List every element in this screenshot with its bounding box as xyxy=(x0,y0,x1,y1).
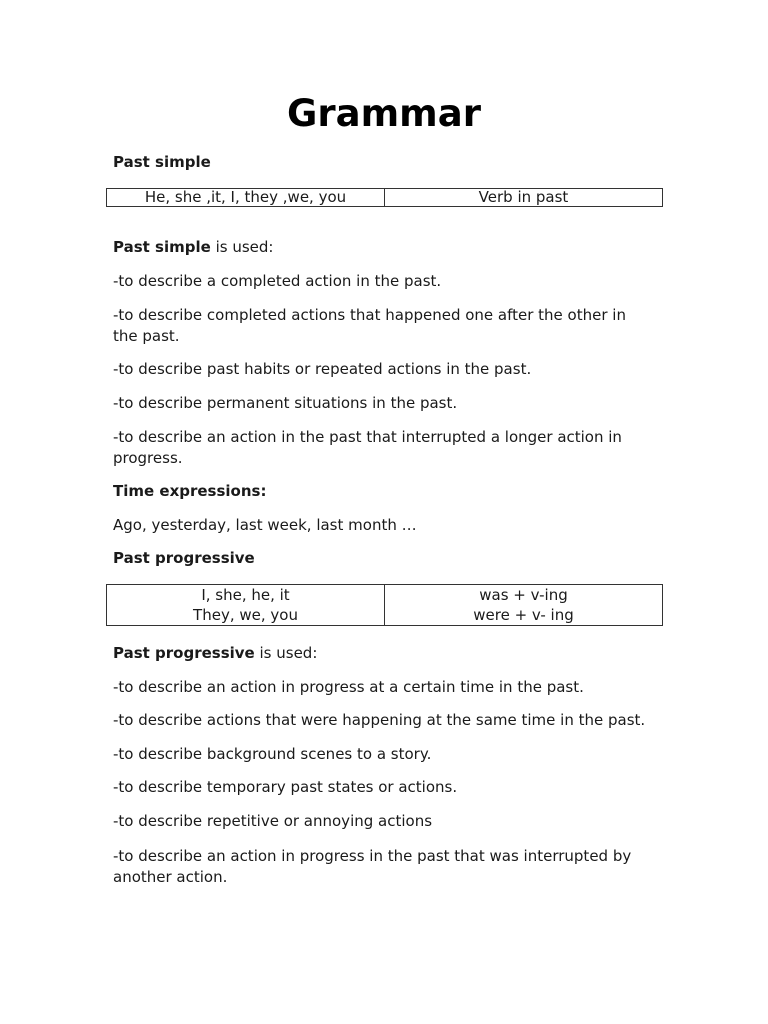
list-item: -to describe temporary past states or actions. xyxy=(113,778,458,796)
table-cell-subjects: He, she ,it, I, they ,we, you xyxy=(107,189,385,207)
past-progressive-table xyxy=(106,584,663,626)
usage-rest: is used: xyxy=(210,238,274,256)
list-item: -to describe completed actions that happened one after the other in the past. xyxy=(113,306,626,345)
past-progressive-heading: Past progressive xyxy=(113,549,255,567)
list-item: -to describe past habits or repeated actions in the past. xyxy=(113,360,532,378)
list-item: -to describe repetitive or annoying actions xyxy=(113,812,433,830)
list-item: -to describe an action in the past that interrupted a longer action in progress. xyxy=(113,428,622,467)
time-expressions-text: Ago, yesterday, last week, last month … xyxy=(113,516,417,534)
table-cell-subjects xyxy=(107,585,385,626)
table-row xyxy=(107,585,663,626)
past-simple-table xyxy=(106,188,663,207)
table-cell-form: Verb in past xyxy=(385,189,663,207)
table-cell-line: were + v- ing xyxy=(473,606,574,624)
list-item: -to describe an action in progress at a certain time in the past. xyxy=(113,678,584,696)
page-title: Grammar xyxy=(287,92,481,135)
usage-rest: is used: xyxy=(254,644,318,662)
table-row xyxy=(107,189,663,207)
list-item: -to describe actions that were happening at the same time in the past. xyxy=(113,711,646,729)
past-progressive-usage-intro xyxy=(113,643,653,664)
usage-term: Past simple xyxy=(113,238,211,256)
table-cell-form xyxy=(385,585,663,626)
table-cell-line: I, she, he, it xyxy=(201,586,290,604)
list-item: -to describe an action in progress in the past that was interrupted by another action. xyxy=(113,847,632,886)
table-cell-line: They, we, you xyxy=(193,606,298,624)
past-simple-usage-intro xyxy=(113,237,653,258)
list-item: -to describe a completed action in the past. xyxy=(113,272,442,290)
time-expressions-heading: Time expressions: xyxy=(113,482,267,500)
list-item: -to describe permanent situations in the past. xyxy=(113,394,458,412)
past-simple-heading: Past simple xyxy=(113,153,211,171)
list-item: -to describe background scenes to a story. xyxy=(113,745,432,763)
usage-term: Past progressive xyxy=(113,644,255,662)
table-cell-line: was + v-ing xyxy=(479,586,568,604)
